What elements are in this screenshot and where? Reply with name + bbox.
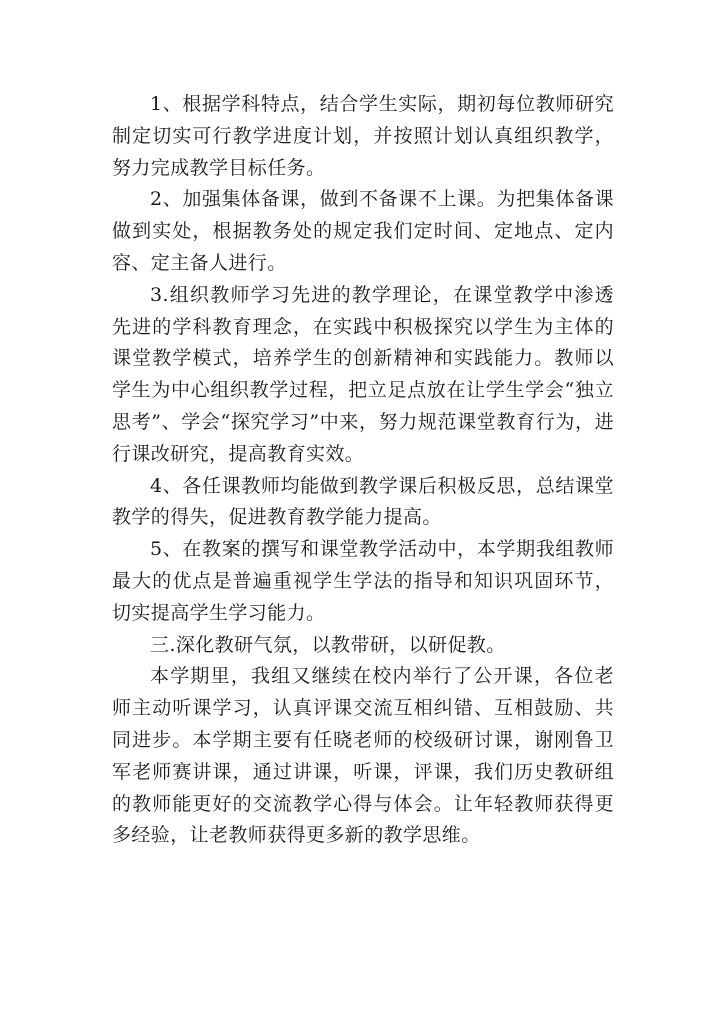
paragraph-item-3: 3.组织教师学习先进的教学理论，在课堂教学中渗透先进的学科教育理念，在实践中积极探究以学生为主体的课堂教学模式，培养学生的创新精神和实践能力。教师以学生为中心组织教学过程，把立足点放在让学生学会“独立思考”、学会“探究学习”中来，努力规范课堂教育行为，进行课改研究，提高教育实效。 xyxy=(112,283,614,465)
paragraph-item-2: 2、加强集体备课，做到不备课不上课。为把集体备课做到实处，根据教务处的规定我们定时间、定地点、定内容、定主备人进行。 xyxy=(112,188,614,274)
paragraph-item-4: 4、各任课教师均能做到教学课后积极反思，总结课堂教学的得失，促进教育教学能力提高。 xyxy=(112,474,614,529)
paragraph-item-1: 1、根据学科特点，结合学生实际，期初每位教师研究制定切实可行教学进度计划，并按照计划认真组织教学，努力完成教学目标任务。 xyxy=(112,93,614,179)
paragraph-summary: 本学期里，我组又继续在校内举行了公开课，各位老师主动听课学习，认真评课交流互相纠错、互相鼓励、共同进步。本学期主要有任晓老师的校级研讨课，谢刚鲁卫军老师赛讲课，通过讲课，听课，评课，我们历史教研组的教师能更好的交流教学心得与体会。让年轻教师获得更多经验，让老教师获得更多新的教学思维。 xyxy=(112,665,614,847)
document-body xyxy=(112,89,614,852)
paragraph-item-5: 5、在教案的撰写和课堂教学活动中，本学期我组教师最大的优点是普遍重视学生学法的指导和知识巩固环节，切实提高学生学习能力。 xyxy=(112,538,614,624)
section-heading: 三.深化教研气氛，以教带研，以研促教。 xyxy=(150,633,506,656)
